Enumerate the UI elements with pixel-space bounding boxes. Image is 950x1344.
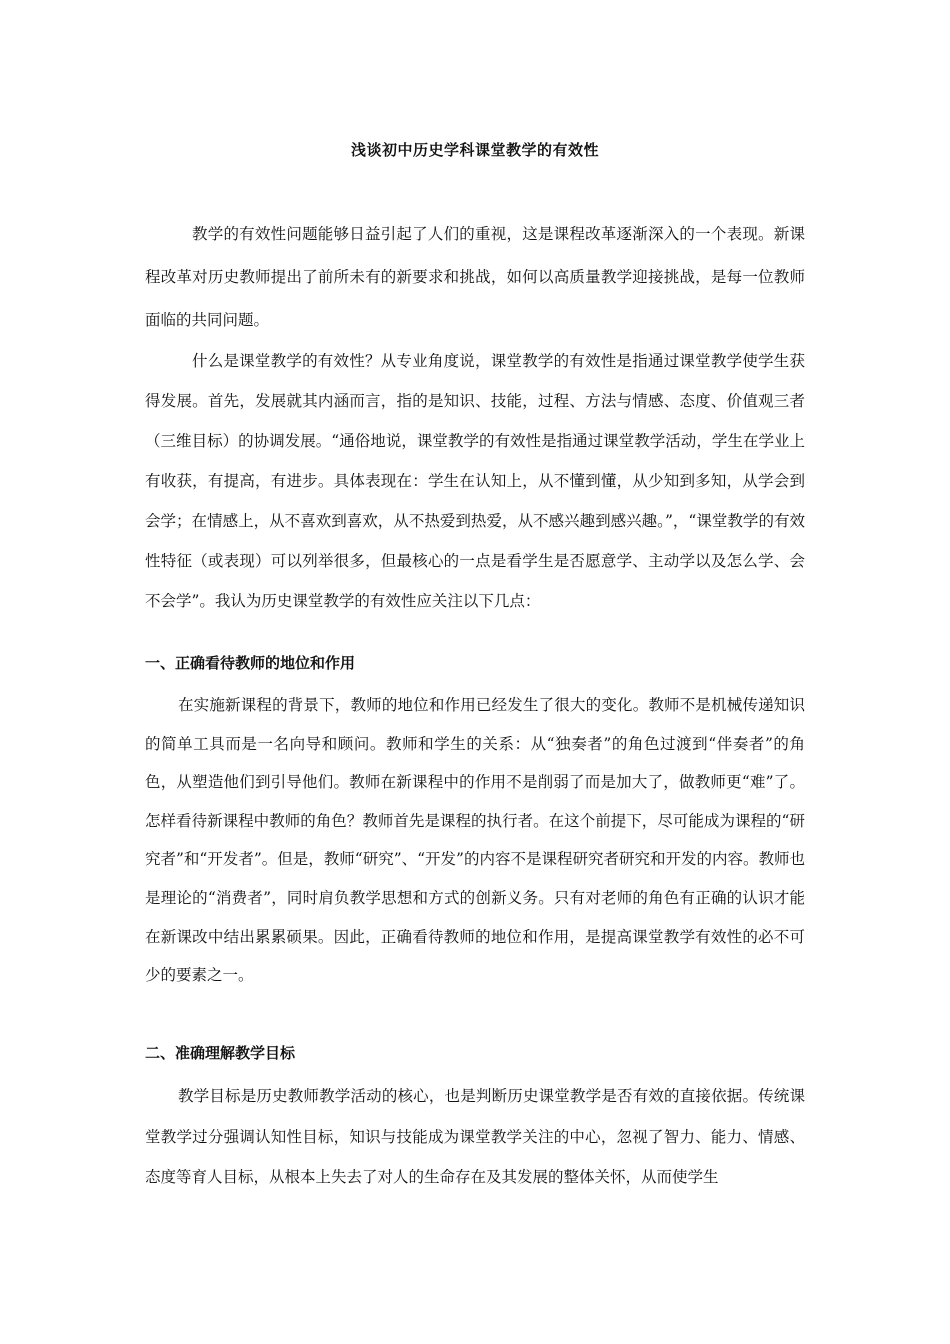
paragraph-intro-2: 什么是课堂教学的有效性？从专业角度说，课堂教学的有效性是指通过课堂教学使学生获得发展。首先，发展就其内涵而言，指的是知识、技能，过程、方法与情感、态度、价值观三者（三维目标）的协调发展。“通俗地说，课堂教学的有效性是指通过课堂教学活动，学生在学业上有收获，有提高，有进步。具体表现在：学生在认知上，从不懂到懂，从少知到多知，从学会到会学；在情感上，从不喜欢到喜欢，从不热爱到热爱，从不感兴趣到感兴趣。”，“课堂教学的有效性特征（或表现）可以列举很多，但最核心的一点是看学生是否愿意学、主动学以及怎么学、会不会学”。我认为历史课堂教学的有效性应关注以下几点： [145, 352, 805, 610]
section-2-heading: 二、准确理解教学目标 [145, 1044, 296, 1062]
section-1-heading: 一、正确看待教师的地位和作用 [145, 654, 356, 672]
paragraph-intro-1: 教学的有效性问题能够日益引起了人们的重视，这是课程改革逐渐深入的一个表现。新课程改革对历史教师提出了前所未有的新要求和挑战，如何以高质量教学迎接挑战，是每一位教师面临的共同问题。 [145, 225, 805, 330]
document-title: 浅谈初中历史学科课堂教学的有效性 [350, 141, 599, 159]
section-2-body: 教学目标是历史教师教学活动的核心，也是判断历史课堂教学是否有效的直接依据。传统课堂教学过分强调认知性目标，知识与技能成为课堂教学关注的中心，忽视了智力、能力、情感、态度等育人目标，从根本上失去了对人的生命存在及其发展的整体关怀，从而使学生 [145, 1087, 805, 1187]
section-1-body: 在实施新课程的背景下，教师的地位和作用已经发生了很大的变化。教师不是机械传递知识的简单工具而是一名向导和顾问。教师和学生的关系：从“独奏者”的角色过渡到“伴奏者”的角色，从塑造他们到引导他们。教师在新课程中的作用不是削弱了而是加大了，做教师更“难”了。怎样看待新课程中教师的角色？教师首先是课程的执行者。在这个前提下，尽可能成为课程的“研究者”和“开发者”。但是，教师“研究”、“开发”的内容不是课程研究者研究和开发的内容。教师也是理论的“消费者”，同时肩负教学思想和方式的创新义务。只有对老师的角色有正确的认识才能在新课改中结出累累硕果。因此，正确看待教师的地位和作用，是提高课堂教学有效性的必不可少的要素之一。 [145, 696, 805, 985]
